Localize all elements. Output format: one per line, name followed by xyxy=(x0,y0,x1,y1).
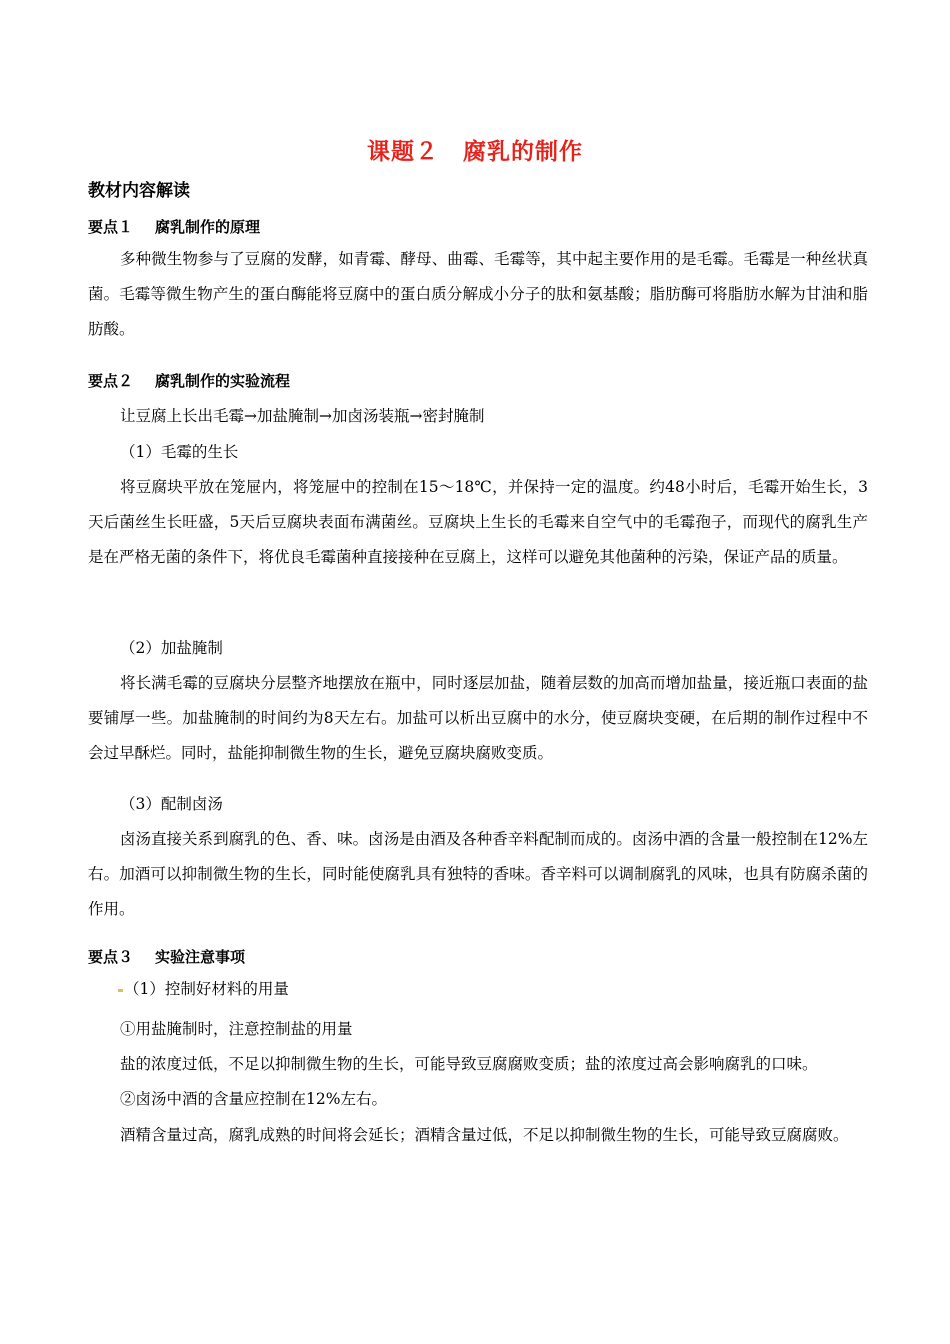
principle-paragraph: 多种微生物参与了豆腐的发酵，如青霉、酵母、曲霉、毛霉等，其中起主要作用的是毛霉。毛霉是一种丝状真菌。毛霉等微生物产生的蛋白酶能将豆腐中的蛋白质分解成小分子的肽和氨基酸；脂肪酶可将脂肪水解为甘油和脂肪酸。 xyxy=(88,250,868,338)
key-point-3-label: 要点３ xyxy=(88,948,134,966)
key-point-2-heading xyxy=(88,370,290,391)
brine-paragraph: 卤汤直接关系到腐乳的色、香、味。卤汤是由酒及各种香辛料配制而成的。卤汤中酒的含量一般控制在12%左右。加酒可以抑制微生物的生长，同时能使腐乳具有独特的香味。香辛料可以调制腐乳的风味，也具有防腐杀菌的作用。 xyxy=(88,830,868,918)
key-point-3-title: 实验注意事项 xyxy=(155,948,246,966)
key-point-1-heading xyxy=(88,216,260,237)
process-flow: 让豆腐上长出毛霉→加盐腌制→加卤汤装瓶→密封腌制 xyxy=(120,407,485,425)
decorative-mark xyxy=(118,989,123,992)
key-point-1-label: 要点１ xyxy=(88,218,134,236)
note-item-2: ②卤汤中酒的含量应控制在12%左右。 xyxy=(120,1090,387,1108)
alcohol-paragraph: 酒精含量过高，腐乳成熟的时间将会延长；酒精含量过低，不足以抑制微生物的生长，可能导致豆腐腐败。 xyxy=(120,1126,849,1144)
subheading-material-amount: （1）控制好材料的用量 xyxy=(124,980,289,998)
subheading-salting: （2）加盐腌制 xyxy=(120,639,223,657)
note-item-1-text: 盐的浓度过低，不足以抑制微生物的生长，可能导致豆腐腐败变质；盐的浓度过高会影响腐乳的口味。 xyxy=(120,1055,818,1073)
key-point-1-title: 腐乳制作的原理 xyxy=(155,218,261,236)
key-point-2-title: 腐乳制作的实验流程 xyxy=(155,372,291,390)
section-heading: 教材内容解读 xyxy=(88,181,190,201)
key-point-3-heading xyxy=(88,946,245,967)
page-title: 课题２ 腐乳的制作 xyxy=(367,139,583,165)
note-item-1: ①用盐腌制时，注意控制盐的用量 xyxy=(120,1020,353,1038)
subheading-mold-growth: （1）毛霉的生长 xyxy=(120,443,239,461)
salting-paragraph: 将长满毛霉的豆腐块分层整齐地摆放在瓶中，同时逐层加盐，随着层数的加高而增加盐量，接近瓶口表面的盐要铺厚一些。加盐腌制的时间约为8天左右。加盐可以析出豆腐中的水分，使豆腐块变硬，在后期的制作过程中不会过早酥烂。同时，盐能抑制微生物的生长，避免豆腐块腐败变质。 xyxy=(88,674,868,762)
mold-growth-paragraph: 将豆腐块平放在笼屉内，将笼屉中的控制在15～18℃，并保持一定的温度。约48小时后，毛霉开始生长，3天后菌丝生长旺盛，5天后豆腐块表面布满菌丝。豆腐块上生长的毛霉来自空气中的毛霉孢子，而现代的腐乳生产是在严格无菌的条件下，将优良毛霉菌种直接接种在豆腐上，这样可以避免其他菌种的污染，保证产品的质量。 xyxy=(88,478,868,566)
subheading-brine: （3）配制卤汤 xyxy=(120,795,223,813)
key-point-2-label: 要点２ xyxy=(88,372,134,390)
